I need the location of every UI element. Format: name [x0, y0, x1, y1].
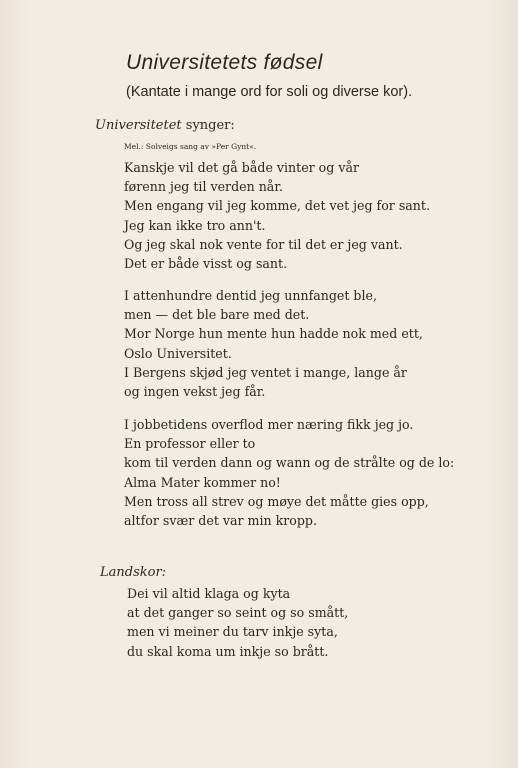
verse-line: I Bergens skjød jeg ventet i mange, lange år [124, 364, 407, 380]
stanza-1 [124, 158, 430, 273]
melody-note: Mel.: Solveigs sang av »Per Gynt«. [124, 142, 257, 151]
page-title: Universitetets fødsel [126, 51, 323, 74]
speaker-landskor: Landskor: [100, 565, 167, 580]
verse-line: altfor svær det var min kropp. [124, 513, 317, 529]
speaker-universitetet [95, 118, 235, 133]
verse-line: Og jeg skal nok vente for til det er jeg vant. [124, 236, 403, 252]
stanza-4 [127, 584, 348, 661]
speaker-name: Universitetet [95, 118, 182, 133]
verse-line: Jeg kan ikke tro ann't. [124, 217, 266, 233]
verse-line: I jobbetidens overflod mer næring fikk jeg jo. [124, 417, 414, 432]
verse-line: Men engang vil jeg komme, det vet jeg for sant. [124, 198, 430, 214]
verse-line: Dei vil altid klaga og kyta [127, 586, 291, 601]
verse-line: Men tross all strev og møye det måtte gies opp, [124, 493, 429, 509]
verse-line: førenn jeg til verden når. [124, 179, 283, 195]
verse-line: Kanskje vil det gå både vinter og vår [124, 160, 359, 175]
verse-line: Mor Norge hun mente hun hadde nok med ett, [124, 326, 423, 342]
speaker-verb: synger: [185, 118, 235, 133]
verse-line: kom til verden dann og wann og de strålte og de lo: [124, 455, 455, 471]
verse-line: men — det ble bare med det. [124, 307, 310, 323]
stanza-2 [124, 286, 423, 401]
verse-line: og ingen vekst jeg får. [124, 384, 266, 400]
verse-line: du skal koma um inkje so brått. [127, 643, 329, 659]
verse-line: En professor eller to [124, 436, 256, 452]
page-subtitle: (Kantate i mange ord for soli og diverse kor). [126, 84, 413, 100]
verse-line: Alma Mater kommer no! [124, 474, 281, 490]
stanza-3 [124, 415, 454, 530]
verse-line: Oslo Universitet. [124, 345, 232, 361]
verse-line: at det ganger so seint og so smått, [127, 605, 349, 621]
verse-line: men vi meiner du tarv inkje syta, [127, 624, 338, 640]
verse-line: Det er både visst og sant. [124, 256, 288, 272]
verse-line: I attenhundre dentid jeg unnfanget ble, [124, 288, 377, 303]
